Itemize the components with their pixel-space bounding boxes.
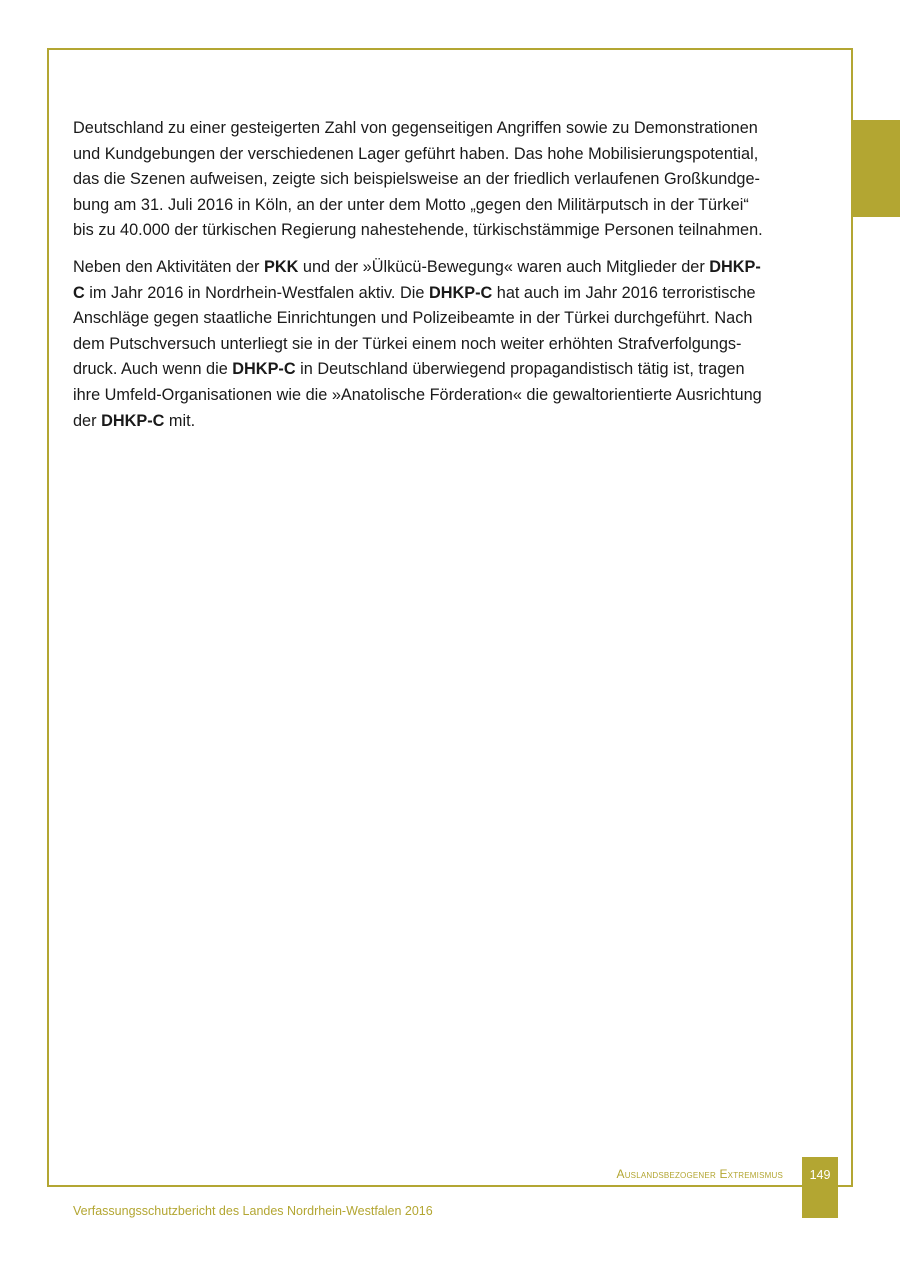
org-name-dhkpc: DHKP- [709, 257, 761, 276]
text-line: bis zu 40.000 der türkischen Regierung nahestehende, türkischstämmige Personen teilnahmen. [73, 221, 763, 240]
text-run: druck. Auch wenn die [73, 360, 233, 379]
text-line: dem Putschversuch unterliegt sie in der Türkei einem noch weiter erhöhten Strafverfolgungs- [73, 334, 742, 353]
text-run: in Deutschland überwiegend propagandistisch tätig ist, tragen [295, 360, 745, 379]
text-line [73, 281, 803, 307]
text-run: hat auch im Jahr 2016 terroristische [492, 283, 756, 302]
text-run: Neben den Aktivitäten der [73, 257, 264, 276]
text-line: Deutschland zu einer gesteigerten Zahl von gegenseitigen Angriffen sowie zu Demonstrationen [73, 119, 758, 137]
text-run: und der »Ülkücü-Bewegung« waren auch Mitglieder der [298, 257, 710, 276]
text-line [73, 409, 803, 435]
text-run: mit. [164, 411, 196, 430]
org-name-pkk: PKK [263, 257, 299, 276]
text-line [73, 255, 803, 281]
org-name-dhkpc: C [73, 283, 85, 302]
text-run: im Jahr 2016 in Nordrhein-Westfalen aktiv. Die [84, 283, 429, 302]
paragraph-2 [73, 255, 803, 434]
running-section-title: Auslandsbezogener Extremismus [616, 1167, 783, 1181]
text-line [73, 357, 803, 383]
org-name-dhkpc: DHKP-C [232, 360, 296, 379]
text-line: und Kundgebungen der verschiedenen Lager geführt haben. Das hohe Mobilisierungspotential, [73, 144, 759, 163]
chapter-tab-marker [853, 120, 900, 217]
text-line: das die Szenen aufweisen, zeigte sich beispielsweise an der friedlich verlaufenen Großkundge- [73, 170, 760, 189]
text-line: ihre Umfeld-Organisationen wie die »Anatolische Förderation« die gewaltorientierte Ausrichtung [73, 385, 762, 404]
text-run: der [73, 411, 102, 430]
report-title: Verfassungsschutzbericht des Landes Nordrhein-Westfalen 2016 [73, 1204, 433, 1218]
text-line: bung am 31. Juli 2016 in Köln, an der unter dem Motto „gegen den Militärputsch in der Türkei“ [73, 195, 749, 214]
text-line: Anschläge gegen staatliche Einrichtungen und Polizeibeamte in der Türkei durchgeführt. Nach [73, 309, 753, 328]
page-number: 149 [802, 1157, 838, 1218]
org-name-dhkpc: DHKP-C [101, 411, 165, 430]
org-name-dhkpc: DHKP-C [428, 283, 493, 302]
paragraph-1 [73, 116, 803, 244]
body-text [73, 116, 803, 445]
